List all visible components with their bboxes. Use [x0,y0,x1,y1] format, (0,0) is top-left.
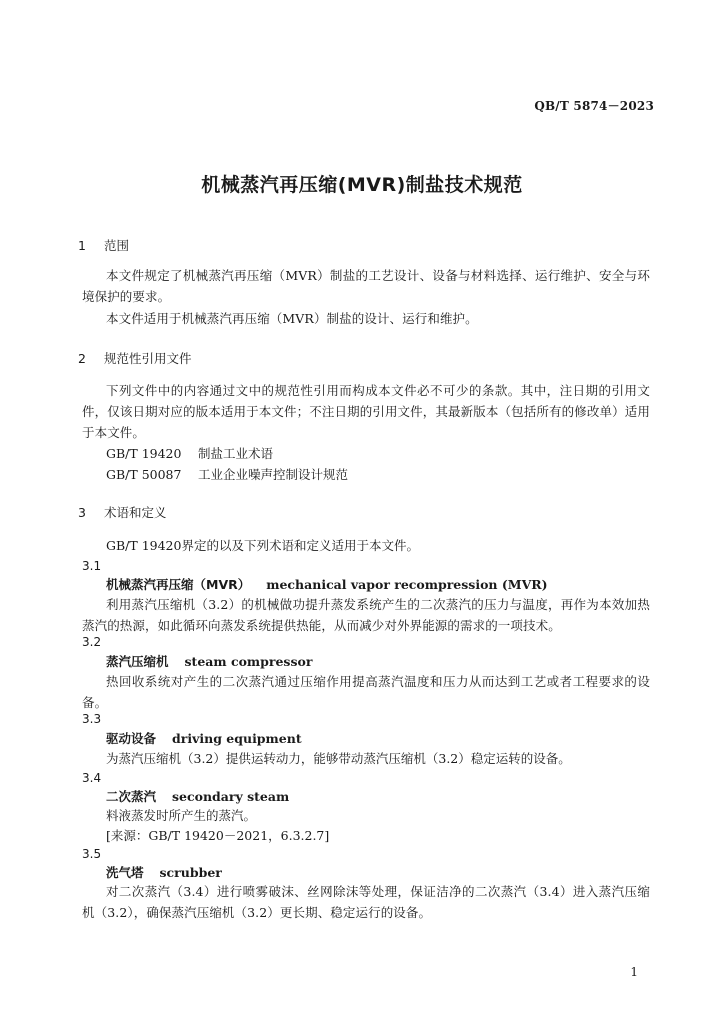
term-heading [106,574,548,595]
term-heading [106,728,302,749]
section-number: 1 [78,238,86,253]
term-number: 3.1 [82,559,102,573]
term-heading [106,651,312,672]
section-heading-terms [78,503,167,521]
term-number: 3.4 [82,771,102,785]
reference-item [106,443,273,464]
section-title: 术语和定义 [104,505,167,520]
term-source: [来源：GB/T 19420－2021，6.3.2.7] [106,828,330,843]
term-definition: 料液蒸发时所产生的蒸汽。 [106,808,257,823]
term-english: driving equipment [172,731,302,746]
section-number: 2 [78,351,86,366]
reference-item [106,464,348,485]
reference-code: GB/T 19420 [106,446,182,461]
section-heading-normative [78,349,192,367]
scope-paragraph-2: 本文件适用于机械蒸汽再压缩（MVR）制盐的设计、运行和维护。 [106,311,478,326]
scope-paragraph-1: 本文件规定了机械蒸汽再压缩（MVR）制盐的工艺设计、设备与材料选择、运行维护、安全与环境保护的要求。 [82,268,650,304]
reference-name: 工业企业噪声控制设计规范 [198,467,349,482]
normative-paragraph: 下列文件中的内容通过文中的规范性引用而构成本文件必不可少的条款。其中，注日期的引用文件，仅该日期对应的版本适用于本文件；不注日期的引用文件，其最新版本（包括所有的修改单）适用于本文件。 [82,383,650,440]
reference-name: 制盐工业术语 [198,446,274,461]
term-number: 3.2 [82,635,102,649]
term-chinese: 机械蒸汽再压缩（MVR） [106,577,251,592]
term-definition: 对二次蒸汽（3.4）进行喷雾破沫、丝网除沫等处理，保证洁净的二次蒸汽（3.4）进入蒸汽压缩机（3.2），确保蒸汽压缩机（3.2）更长期、稳定运行的设备。 [82,884,650,920]
term-english: secondary steam [172,789,290,804]
section-number: 3 [78,505,86,520]
document-title: 机械蒸汽再压缩(MVR)制盐技术规范 [201,174,523,196]
term-chinese: 蒸汽压缩机 [106,654,169,669]
term-chinese: 驱动设备 [106,731,157,746]
page-number: 1 [630,965,638,979]
term-number: 3.3 [82,712,102,726]
standard-code: QB/T 5874－2023 [534,99,654,113]
section-title: 规范性引用文件 [104,351,192,366]
term-heading [106,862,222,883]
term-number: 3.5 [82,847,102,861]
term-english: steam compressor [184,654,313,669]
section-heading-scope [78,236,129,254]
term-definition: 为蒸汽压缩机（3.2）提供运转动力，能够带动蒸汽压缩机（3.2）稳定运转的设备。 [106,751,571,766]
term-chinese: 洗气塔 [106,865,144,880]
terms-intro: GB/T 19420界定的以及下列术语和定义适用于本文件。 [106,538,419,553]
term-english: mechanical vapor recompression (MVR) [266,577,548,592]
section-title: 范围 [104,238,130,253]
term-heading [106,786,289,807]
reference-code: GB/T 50087 [106,467,182,482]
term-english: scrubber [159,865,222,880]
term-definition: 利用蒸汽压缩机（3.2）的机械做功提升蒸发系统产生的二次蒸汽的压力与温度，再作为本效加热蒸汽的热源，如此循环向蒸发系统提供热能，从而减少对外界能源的需求的一项技术。 [82,597,650,633]
term-definition: 热回收系统对产生的二次蒸汽通过压缩作用提高蒸汽温度和压力从而达到工艺或者工程要求的设备。 [82,674,650,710]
term-chinese: 二次蒸汽 [106,789,157,804]
